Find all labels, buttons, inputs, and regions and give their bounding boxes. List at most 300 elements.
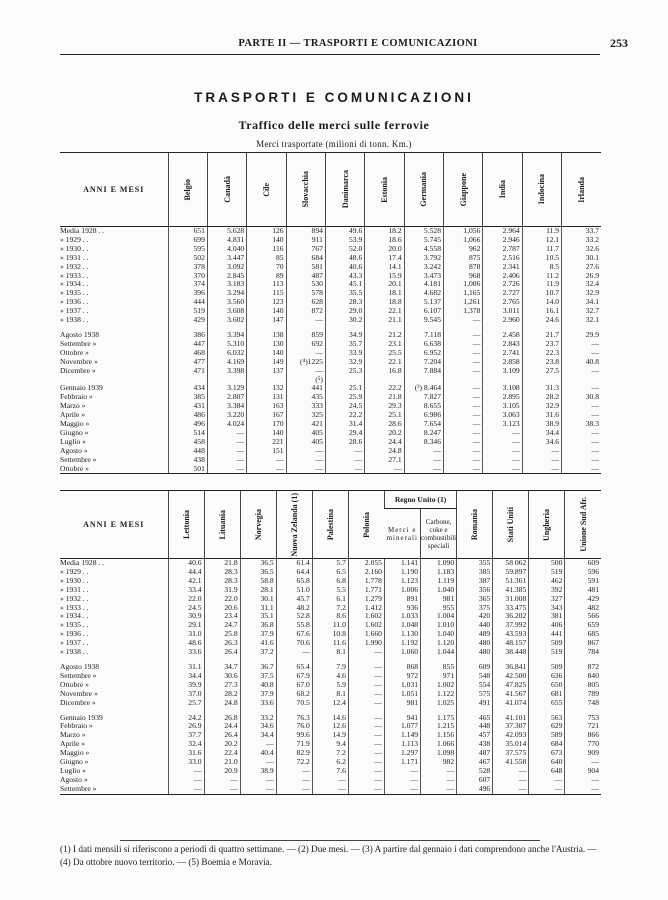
data-cell: 381 [529, 612, 565, 621]
data-cell: 31.6 [168, 749, 204, 758]
data-cell: — [348, 699, 384, 708]
data-cell: 147 [247, 316, 286, 325]
data-cell: 28.3 [204, 577, 240, 586]
data-cell: 1.090 [421, 559, 457, 568]
data-cell: 491 [457, 699, 493, 708]
table-caption: Merci trasportate (milioni di tonn. Km.) [256, 139, 412, 149]
data-cell: 36.8 [240, 621, 276, 630]
data-cell: — [286, 456, 325, 465]
data-cell: 872 [565, 663, 601, 672]
row-label: » 1931 . . [60, 253, 89, 262]
data-cell: 1.120 [421, 639, 457, 648]
data-cell: 25.5 [365, 349, 404, 358]
data-cell: 22.4 [204, 749, 240, 758]
data-cell: 41.567 [493, 690, 529, 699]
data-cell: — [493, 767, 529, 776]
data-cell [207, 376, 246, 385]
data-cell: 113 [247, 280, 286, 289]
data-cell: 123 [247, 298, 286, 307]
row-label: Ottobre » [60, 465, 168, 474]
data-cell: 32.9 [522, 402, 561, 411]
data-cell: 659 [565, 621, 601, 630]
data-cell: 29.3 [365, 402, 404, 411]
data-cell: 140 [247, 429, 286, 438]
data-cell: 67.0 [276, 681, 312, 690]
data-cell [522, 376, 561, 385]
data-cell: 509 [529, 663, 565, 672]
data-cell: 85 [247, 254, 286, 263]
data-cell: 151 [247, 447, 286, 456]
data-cell: 431 [168, 402, 207, 411]
data-cell: 28.1 [240, 586, 276, 595]
data-cell: — [348, 648, 384, 657]
data-cell: 89 [247, 272, 286, 281]
data-cell: 32.1 [562, 316, 601, 325]
column-header [565, 491, 601, 559]
data-cell: 936 [384, 604, 420, 613]
data-cell: 34.4 [522, 429, 561, 438]
data-cell: 21.8 [204, 559, 240, 568]
data-cell: (⁴)1225 [286, 358, 325, 367]
table-row [60, 604, 601, 613]
table-row [60, 411, 601, 420]
data-cell: 651 [168, 227, 207, 236]
column-header [276, 491, 312, 559]
data-cell: 70.6 [276, 639, 312, 648]
data-cell: — [348, 690, 384, 699]
data-cell: 33.475 [493, 604, 529, 613]
data-cell: 140 [247, 307, 286, 316]
data-cell: 36.5 [240, 559, 276, 568]
column-label: Lettonia [181, 510, 191, 539]
row-label: Ottobre » [60, 680, 89, 689]
table-row [60, 731, 601, 740]
data-cell: 721 [565, 722, 601, 731]
data-cell: — [483, 447, 522, 456]
row-label: Agosto » [60, 775, 88, 784]
data-cell: 8.346 [404, 438, 443, 447]
table-row [60, 690, 601, 699]
data-cell: 595 [168, 245, 207, 254]
data-cell: — [483, 438, 522, 447]
data-cell: 22.2 [365, 384, 404, 393]
data-cell: 33.0 [168, 758, 204, 767]
data-cell: 30.8 [562, 393, 601, 402]
running-header: PARTE II — TRASPORTI E COMUNICAZIONI [238, 38, 478, 49]
data-cell: 429 [168, 316, 207, 325]
data-cell: 1.183 [421, 568, 457, 577]
table-row [60, 438, 601, 447]
data-cell: 37.5 [240, 672, 276, 681]
data-cell: 31.9 [204, 586, 240, 595]
data-cell: 2.858 [483, 358, 522, 367]
data-cell: 27.5 [522, 367, 561, 376]
data-cell: — [444, 420, 483, 429]
data-cell: 58.8 [240, 577, 276, 586]
data-cell: 37.9 [240, 690, 276, 699]
data-cell: 607 [457, 776, 493, 785]
column-header-uk [384, 491, 456, 509]
column-header [240, 491, 276, 559]
data-cell: 32.7 [562, 307, 601, 316]
data-cell: 6.107 [404, 307, 443, 316]
data-cell: 24.4 [365, 438, 404, 447]
data-cell: — [384, 785, 420, 794]
column-header [444, 153, 483, 227]
data-cell: — [562, 340, 601, 349]
data-cell [247, 376, 286, 385]
data-cell: — [348, 714, 384, 723]
data-cell: 435 [286, 393, 325, 402]
table-row [60, 254, 601, 263]
data-cell: 33.7 [562, 227, 601, 236]
row-label: Febbraio » [60, 393, 93, 402]
data-cell: 684 [286, 254, 325, 263]
data-cell: 20.6 [204, 604, 240, 613]
data-cell: 30.1 [562, 254, 601, 263]
data-cell: 1.051 [384, 690, 420, 699]
data-cell: 24.8 [365, 447, 404, 456]
data-cell: — [348, 749, 384, 758]
data-cell: 21.0 [204, 758, 240, 767]
data-cell: 24.4 [204, 722, 240, 731]
data-cell: 699 [168, 236, 207, 245]
row-label: Settembre » [60, 455, 97, 464]
data-cell: 941 [384, 714, 420, 723]
table-row [60, 420, 601, 429]
data-cell: 489 [457, 630, 493, 639]
data-cell: 31.3 [522, 384, 561, 393]
data-cell: 18.1 [365, 289, 404, 298]
column-header [522, 153, 561, 227]
data-cell: 21.1 [365, 316, 404, 325]
column-label: Polonia [361, 511, 371, 538]
row-label: » 1933 . . [60, 271, 89, 280]
data-cell: 24.5 [168, 604, 204, 613]
data-cell: 68.2 [276, 690, 312, 699]
data-cell: 629 [529, 722, 565, 731]
data-cell: 221 [247, 438, 286, 447]
data-cell: 4.169 [207, 358, 246, 367]
row-label: Agosto » [60, 446, 88, 455]
data-cell: 67.6 [276, 630, 312, 639]
data-cell: 5.137 [404, 298, 443, 307]
data-cell: 891 [384, 595, 420, 604]
data-cell: — [404, 465, 443, 474]
data-cell: 867 [565, 639, 601, 648]
data-cell: 6.1 [312, 595, 348, 604]
data-cell [444, 376, 483, 385]
data-cell: 1.004 [421, 612, 457, 621]
column-label: Unione Sud Afr. [578, 497, 588, 552]
data-cell: 375 [457, 604, 493, 613]
data-cell: 65.8 [276, 577, 312, 586]
data-cell: — [562, 429, 601, 438]
table-row [60, 663, 601, 672]
row-label: Novembre » [60, 689, 98, 698]
data-cell: 40.4 [240, 749, 276, 758]
data-cell: 6.638 [404, 340, 443, 349]
data-cell: 72.2 [276, 758, 312, 767]
data-cell: 76.0 [276, 722, 312, 731]
data-cell: 962 [444, 245, 483, 254]
data-cell: 1.066 [421, 740, 457, 749]
data-cell: 40.6 [168, 559, 204, 568]
data-cell: — [286, 316, 325, 325]
data-cell: 20.9 [204, 767, 240, 776]
data-cell: 34.4 [168, 672, 204, 681]
data-cell: — [421, 785, 457, 794]
data-cell: 6.8 [312, 577, 348, 586]
data-cell: 396 [168, 289, 207, 298]
data-cell: 116 [247, 245, 286, 254]
data-cell: 140 [247, 236, 286, 245]
data-cell: — [444, 393, 483, 402]
data-cell: — [247, 456, 286, 465]
data-cell: 15.9 [365, 272, 404, 281]
data-cell: 51.361 [493, 577, 529, 586]
data-cell: 1.192 [384, 639, 420, 648]
data-cell: — [207, 438, 246, 447]
row-label: » 1929 . . [60, 235, 89, 244]
row-label: » 1930 . . [60, 244, 89, 253]
table-row [60, 331, 601, 340]
data-cell: 43.593 [493, 630, 529, 639]
data-cell: 4.040 [207, 245, 246, 254]
data-cell: 628 [286, 298, 325, 307]
data-cell: 34.6 [240, 722, 276, 731]
data-cell: 482 [565, 604, 601, 613]
data-cell: 4.831 [207, 236, 246, 245]
table-row [60, 749, 601, 758]
data-cell: 22.1 [365, 307, 404, 316]
data-cell: 47.825 [493, 681, 529, 690]
data-cell: — [240, 740, 276, 749]
data-cell: 29.4 [325, 429, 364, 438]
table-row [60, 559, 601, 568]
data-cell: 784 [565, 648, 601, 657]
data-cell: — [325, 456, 364, 465]
table-row [60, 289, 601, 298]
data-cell: 31.0 [168, 630, 204, 639]
data-cell: — [286, 349, 325, 358]
data-cell: — [286, 447, 325, 456]
data-cell: — [240, 776, 276, 785]
data-cell: 1.119 [421, 577, 457, 586]
data-cell: 4.558 [404, 245, 443, 254]
data-cell: 1.190 [384, 568, 420, 577]
row-label: Maggio » [60, 749, 90, 758]
data-cell: 1.990 [348, 639, 384, 648]
data-cell: 2.960 [483, 316, 522, 325]
row-label: Media 1928 . . [60, 558, 105, 567]
data-cell: 23.7 [522, 340, 561, 349]
data-cell: 11.2 [522, 272, 561, 281]
data-cell: 20.1 [365, 280, 404, 289]
table-row [60, 384, 601, 393]
data-cell: 981 [384, 699, 420, 708]
data-cell: 333 [286, 402, 325, 411]
data-cell: — [168, 767, 204, 776]
data-cell: — [168, 776, 204, 785]
data-cell: 37.992 [493, 621, 529, 630]
data-cell: 7.118 [404, 331, 443, 340]
data-cell: 1.044 [421, 648, 457, 657]
column-header [457, 491, 493, 559]
data-cell: 31.4 [325, 420, 364, 429]
data-cell: 2.895 [483, 393, 522, 402]
data-cell: 840 [565, 672, 601, 681]
data-cell [483, 376, 522, 385]
table-row [60, 722, 601, 731]
table-row [60, 429, 601, 438]
data-cell: 132 [247, 384, 286, 393]
data-cell: — [444, 447, 483, 456]
data-cell: 43.3 [325, 272, 364, 281]
column-label: Belgio [183, 178, 193, 201]
data-cell: 48.157 [493, 639, 529, 648]
data-cell: 35.5 [325, 289, 364, 298]
row-label: Aprile » [60, 740, 86, 749]
data-cell: 872 [286, 307, 325, 316]
row-label: » 1934 . . [60, 612, 89, 621]
data-cell: 30.2 [325, 316, 364, 325]
row-label: » 1932 . . [60, 262, 89, 271]
data-cell: 2.727 [483, 289, 522, 298]
data-cell: 14.1 [365, 263, 404, 272]
data-cell: 374 [168, 280, 207, 289]
data-cell: 163 [247, 402, 286, 411]
data-cell: — [312, 785, 348, 794]
data-cell: 1.141 [384, 559, 420, 568]
data-cell: 5.628 [207, 227, 246, 236]
column-header [168, 491, 204, 559]
table-row [60, 236, 601, 245]
data-cell: 71.9 [276, 740, 312, 749]
data-cell: 55.8 [276, 621, 312, 630]
data-cell: — [348, 758, 384, 767]
data-cell: 22.3 [522, 349, 561, 358]
column-label: Stati Uniti [506, 506, 516, 543]
data-cell: 7.9 [312, 663, 348, 672]
column-header [312, 491, 348, 559]
data-cell: 392 [529, 586, 565, 595]
data-cell: 16.1 [522, 307, 561, 316]
data-cell: 343 [529, 604, 565, 613]
data-cell: — [562, 367, 601, 376]
table-row [60, 456, 601, 465]
data-cell: 3.220 [207, 411, 246, 420]
column-header [404, 153, 443, 227]
data-cell: — [404, 447, 443, 456]
row-label: » 1933 . . [60, 603, 89, 612]
data-cell: 681 [529, 690, 565, 699]
table-row [60, 672, 601, 681]
data-cell: 29.0 [325, 307, 364, 316]
column-header [325, 153, 364, 227]
column-sublabel: Merci e minerali [386, 525, 418, 542]
data-cell: — [421, 776, 457, 785]
data-cell: 32.9 [562, 289, 601, 298]
data-cell: 30.6 [204, 672, 240, 681]
data-cell: 41.385 [493, 586, 529, 595]
data-cell: 911 [286, 236, 325, 245]
data-cell: 770 [565, 740, 601, 749]
data-cell: 14.9 [312, 731, 348, 740]
data-cell: 3.602 [207, 316, 246, 325]
data-cell: 6.952 [404, 349, 443, 358]
column-header [348, 491, 384, 559]
data-cell: — [483, 456, 522, 465]
data-cell: 23.4 [204, 612, 240, 621]
data-cell: — [565, 785, 601, 794]
table-row [60, 630, 601, 639]
data-cell: — [444, 316, 483, 325]
table-row [60, 272, 601, 281]
data-cell: 41.074 [493, 699, 529, 708]
column-label: Giappone [458, 172, 468, 207]
data-cell: 3.394 [207, 331, 246, 340]
column-label: Palestina [325, 508, 335, 541]
row-label: » 1937 . . [60, 307, 89, 316]
table-row [60, 648, 601, 657]
data-cell: 35.014 [493, 740, 529, 749]
data-cell: — [522, 447, 561, 456]
data-cell: 64.4 [276, 568, 312, 577]
data-cell: 1.279 [348, 595, 384, 604]
data-cell: — [240, 785, 276, 794]
data-cell: 26.3 [204, 639, 240, 648]
data-cell: — [207, 429, 246, 438]
data-cell: 70.5 [276, 699, 312, 708]
data-cell: 2.406 [483, 272, 522, 281]
data-cell: 496 [168, 420, 207, 429]
data-cell: 34.9 [325, 331, 364, 340]
data-cell: 33.4 [168, 586, 204, 595]
data-cell: 126 [247, 227, 286, 236]
data-cell: 37.307 [493, 722, 529, 731]
data-cell: 386 [168, 331, 207, 340]
data-cell: 1.098 [421, 749, 457, 758]
table-row [60, 245, 601, 254]
data-cell: 7.2 [312, 604, 348, 613]
data-cell [325, 376, 364, 385]
table-row [60, 263, 601, 272]
data-cell: 875 [444, 254, 483, 263]
data-cell: 32.4 [168, 740, 204, 749]
data-cell: 41.101 [493, 714, 529, 723]
footnotes: (1) I dati mensili si riferiscono a periodi di quattro settimane. — (2) Due mesi. — (3) A partire dal gennaio i dati comprendono anche l'Austria. — (4) Da ottobre nuovo territorio. — (5) Boemia e Moravia. [60, 844, 597, 867]
data-cell: 3.123 [483, 420, 522, 429]
data-cell: 32.9 [325, 358, 364, 367]
table-row [60, 767, 601, 776]
row-label: Dicembre » [60, 698, 96, 707]
data-cell: 500 [529, 559, 565, 568]
data-cell: 12.1 [522, 236, 561, 245]
data-cell: 25.1 [365, 411, 404, 420]
data-cell: — [565, 776, 601, 785]
data-cell: 596 [565, 568, 601, 577]
header-rule [60, 54, 600, 55]
data-cell: 2.516 [483, 254, 522, 263]
corner-header: ANNI E MESI [60, 491, 168, 559]
column-label: Norvegia [253, 508, 263, 541]
data-cell: 52.0 [325, 245, 364, 254]
data-cell: 578 [286, 289, 325, 298]
data-cell: 444 [168, 298, 207, 307]
data-cell: 673 [529, 749, 565, 758]
column-subheader [384, 509, 420, 559]
